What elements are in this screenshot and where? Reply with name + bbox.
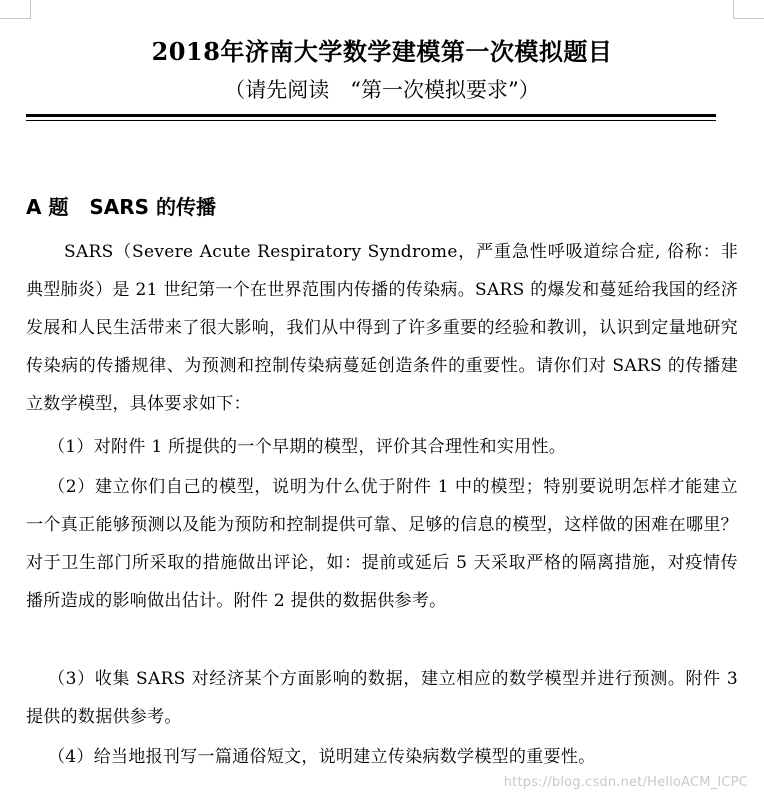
document-title: 2018年济南大学数学建模第一次模拟题目 [151, 37, 613, 67]
document-subtitle: （请先阅读 “第一次模拟要求”） [224, 78, 540, 102]
intro-paragraph: SARS（Severe Acute Respiratory Syndrome，严重急性呼吸道综合症, 俗称：非典型肺炎）是 21 世纪第一个在世界范围内传播的传染病。SARS 的爆发和蔓延给我国的经济发展和人民生活带来了很大影响，我们从中得到了许多重要的经验和教训，认识到定量地研究传染病的传播规律、为预测和控制传染病蔓延创造条件的重要性。请你们对 SARS 的传播建立数学模型，具体要求如下： [26, 242, 738, 414]
requirement-item-4: （4）给当地报刊写一篇通俗短文，说明建立传染病数学模型的重要性。 [48, 747, 596, 767]
requirement-item-1: （1）对附件 1 所提供的一个早期的模型，评价其合理性和实用性。 [48, 437, 567, 457]
title-divider-thin [26, 120, 716, 121]
section-heading: A 题 SARS 的传播 [26, 194, 216, 219]
page-corner-mark-right [733, 0, 764, 19]
source-watermark: https://blog.csdn.net/HelloACM_ICPC [503, 775, 748, 790]
title-divider-thick [26, 114, 716, 117]
requirement-item-2: （2）建立你们自己的模型，说明为什么优于附件 1 中的模型；特别要说明怎样才能建立一个真正能够预测以及能为预防和控制提供可靠、足够的信息的模型，这样做的困难在哪里？对于卫生部门所采取的措施做出评论，如：提前或延后 5 天采取严格的隔离措施，对疫情传播所造成的影响做出估计。附件 2 提供的数据供参考。 [26, 477, 738, 611]
page-corner-mark-left [0, 0, 31, 19]
requirement-item-3: （3）收集 SARS 对经济某个方面影响的数据，建立相应的数学模型并进行预测。附件 3 提供的数据供参考。 [26, 669, 738, 727]
